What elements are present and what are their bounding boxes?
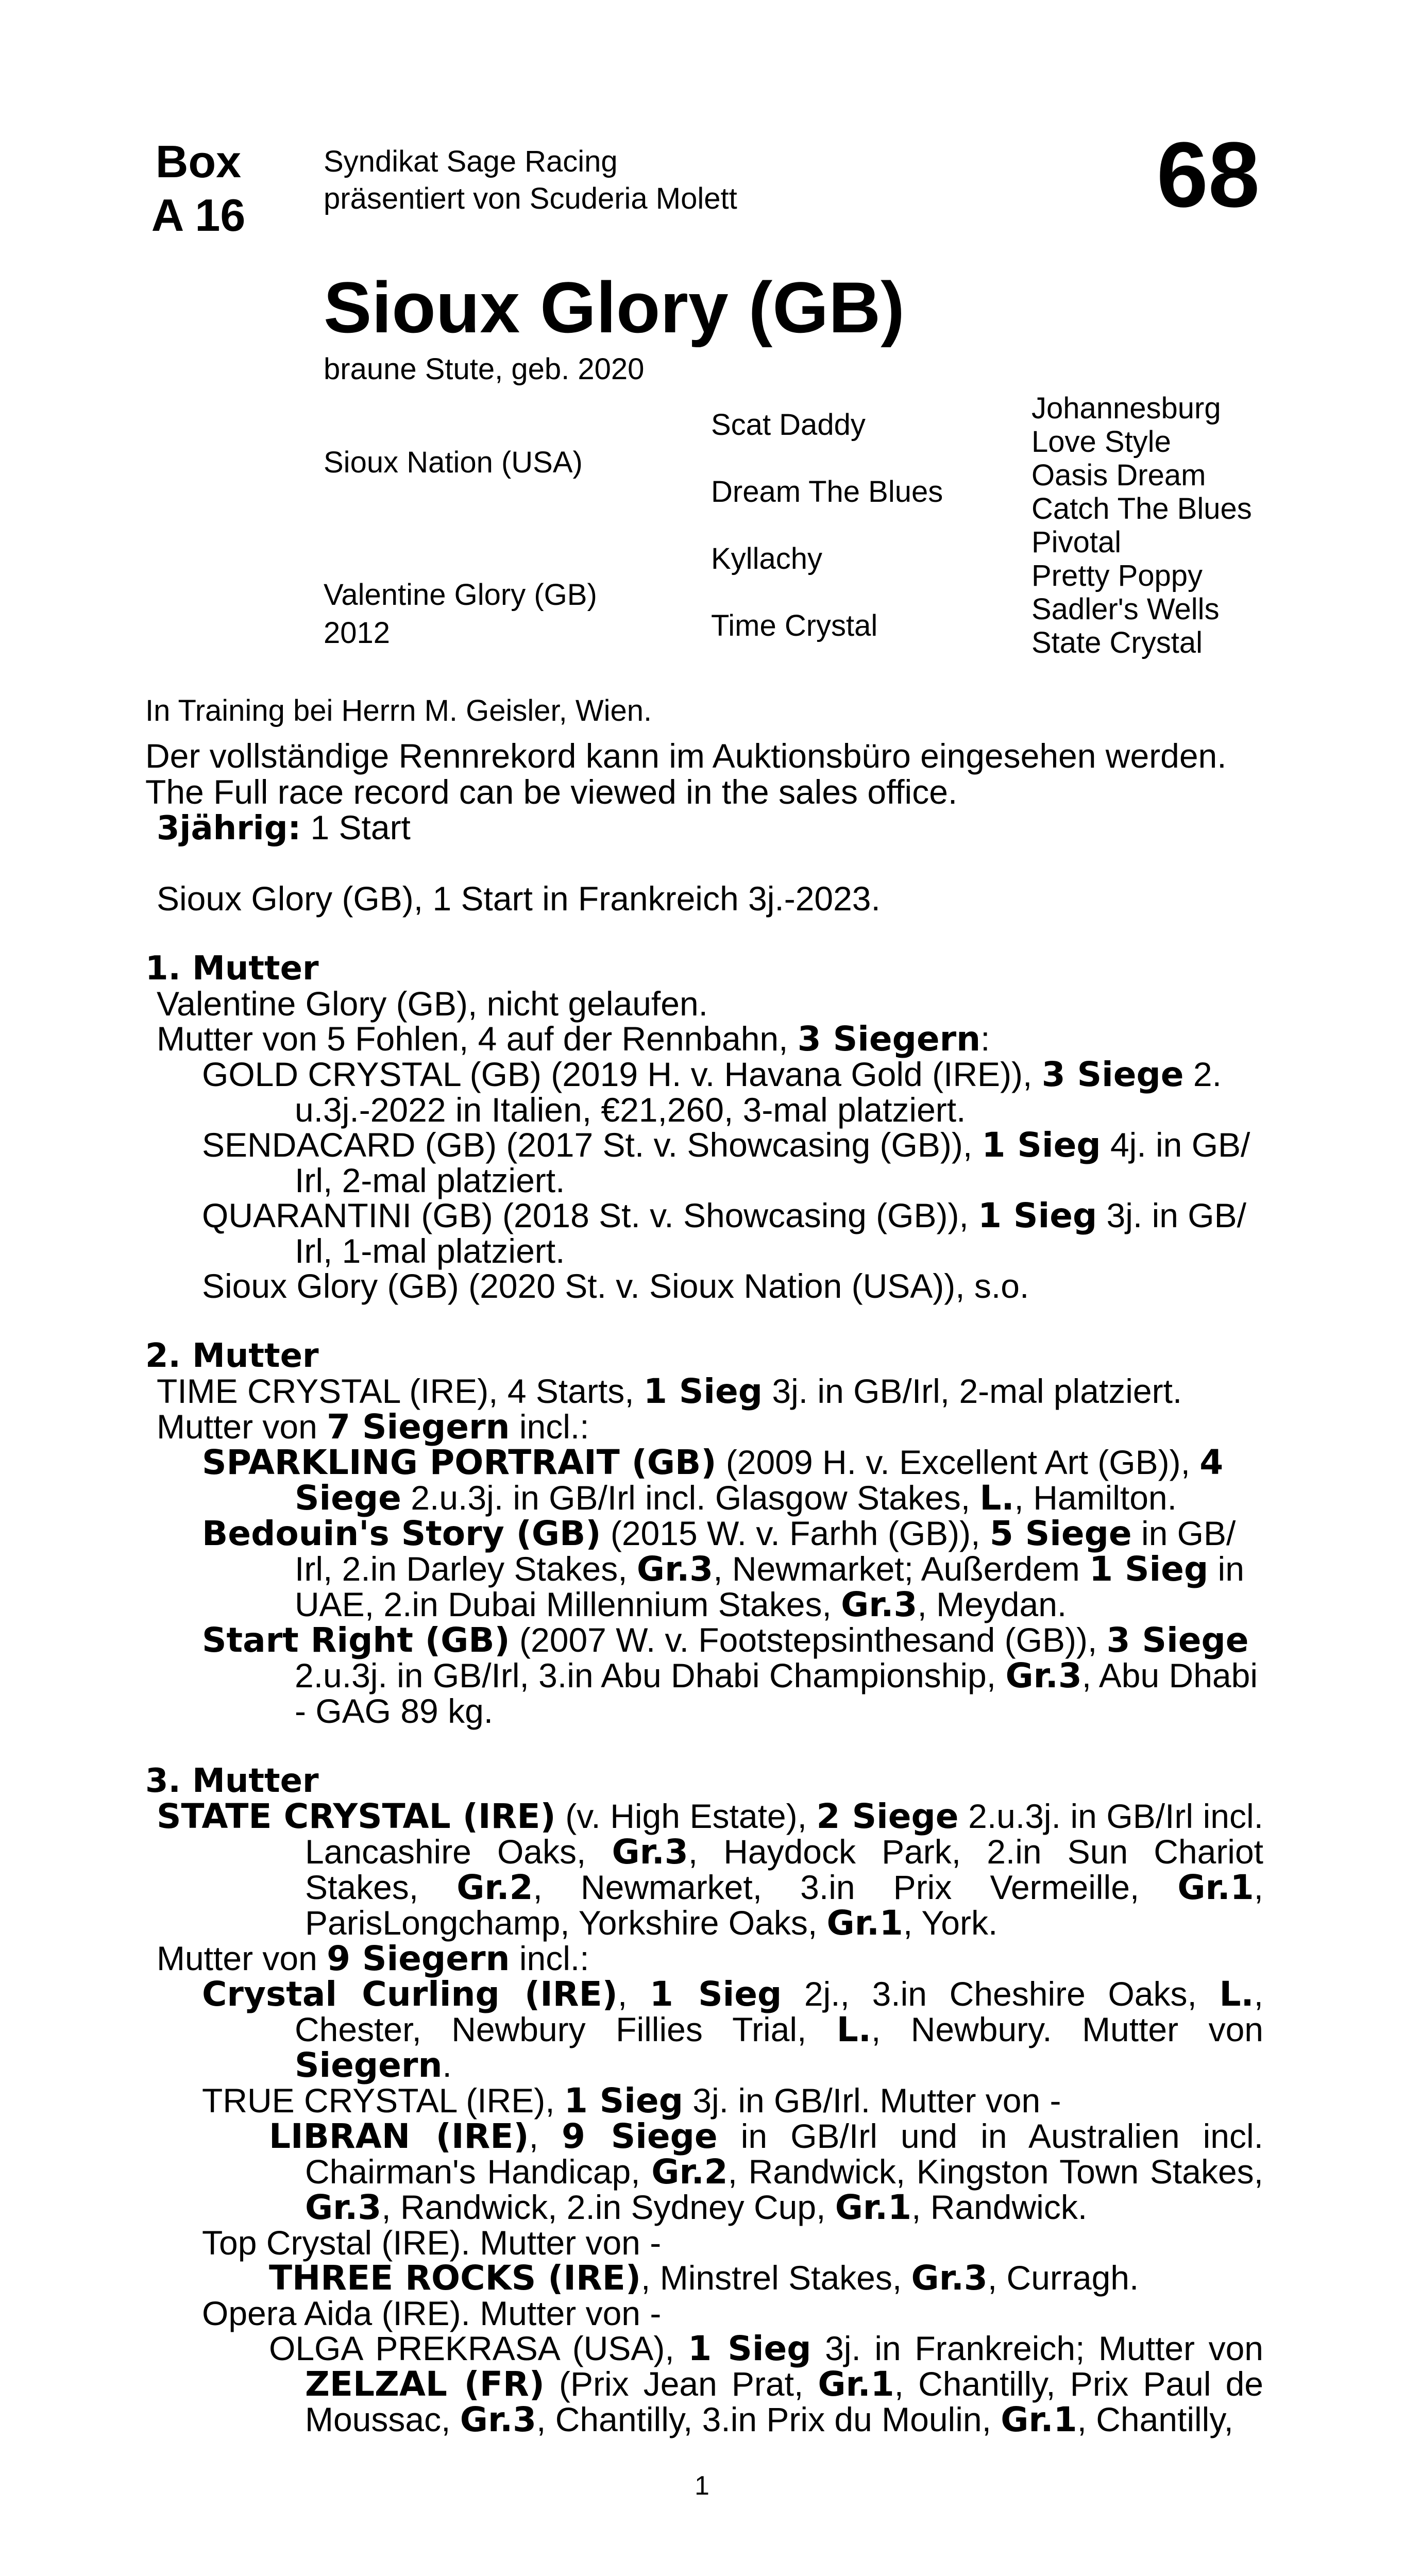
pedigree-sire-sire: Scat Daddy (711, 408, 866, 442)
horse-name: Sioux Glory (GB) (324, 267, 905, 348)
second-dam-heading: 2. Mutter (145, 1337, 319, 1375)
box-label (139, 135, 258, 242)
list-item: OLGA PREKRASA (USA), 1 Sieg 3j. in Frankreich; Mutter von ZELZAL (FR) (Prix Jean Prat, Gr.1, Chantilly, Prix Paul de Moussac, Gr.3, Chantilly, 3.in Prix du Moulin, Gr.1, Chantilly, (269, 2329, 1263, 2439)
second-dam-produce: Mutter von 7 Siegern incl.: (157, 1407, 589, 1447)
second-dam-line: TIME CRYSTAL (IRE), 4 Starts, 1 Sieg 3j. in GB/Irl, 2-mal platziert. (157, 1371, 1182, 1411)
first-dam-produce: Mutter von 5 Fohlen, 4 auf der Rennbahn, 3 Siegern: (157, 1019, 990, 1059)
horse-description: braune Stute, geb. 2020 (324, 352, 645, 386)
list-item: SPARKLING PORTRAIT (GB) (2009 H. v. Excellent Art (GB)), 4 Siege 2.u.3j. in GB/Irl incl. Glasgow Stakes, L., Hamilton. (202, 1443, 1224, 1518)
third-dam-heading: 3. Mutter (145, 1762, 319, 1800)
pedigree-gen3-1: Johannesburg (1031, 392, 1221, 425)
first-dam-heading: 1. Mutter (145, 950, 319, 988)
list-item: Bedouin's Story (GB) (2015 W. v. Farhh (GB)), 5 Siege in GB/ Irl, 2.in Darley Stakes, Gr.3, Newmarket; Außerdem 1 Sieg in UAE, 2.in Dubai Millennium Stakes, Gr.3, Meydan. (202, 1514, 1244, 1624)
syndicate-block (324, 143, 737, 217)
presented-by: präsentiert von Scuderia Molett (324, 182, 737, 215)
race-record-note (145, 738, 1227, 810)
pedigree-gen3-5: Pivotal (1031, 526, 1122, 559)
race-record-german: Der vollständige Rennrekord kann im Auktionsbüro eingesehen werden. (145, 737, 1227, 775)
third-dam-produce: Mutter von 9 Siegern incl.: (157, 1939, 589, 1978)
list-item: Opera Aida (IRE). Mutter von - (202, 2294, 662, 2332)
pedigree-gen3-2: Love Style (1031, 425, 1171, 459)
pedigree-sire-dam: Dream The Blues (711, 475, 943, 509)
training-note: In Training bei Herrn M. Geisler, Wien. (145, 694, 652, 727)
pedigree-gen3-7: Sadler's Wells (1031, 592, 1220, 626)
first-dam-line: Valentine Glory (GB), nicht gelaufen. (157, 985, 708, 1023)
pedigree-dam-year: 2012 (324, 616, 391, 650)
list-item: THREE ROCKS (IRE), Minstrel Stakes, Gr.3, Curragh. (269, 2258, 1139, 2298)
pedigree-gen3-3: Oasis Dream (1031, 459, 1206, 492)
pedigree-sire: Sioux Nation (USA) (324, 446, 583, 479)
list-item: SENDACARD (GB) (2017 St. v. Showcasing (GB)), 1 Sieg 4j. in GB/ Irl, 2-mal platziert. (202, 1125, 1250, 1199)
lot-number: 68 (1156, 123, 1260, 227)
list-item: Crystal Curling (IRE), 1 Sieg 2j., 3.in Cheshire Oaks, L., Chester, Newbury Fillies Trial, L., Newbury. Mutter von Siegern. (202, 1974, 1263, 2085)
list-item: Sioux Glory (GB) (2020 St. v. Sioux Nation (USA)), s.o. (202, 1267, 1029, 1305)
pedigree-gen3-6: Pretty Poppy (1031, 559, 1203, 592)
horse-summary: Sioux Glory (GB), 1 Start in Frankreich 3j.-2023. (157, 879, 881, 918)
pedigree-dam-dam: Time Crystal (711, 609, 878, 642)
catalogue-body (145, 810, 1263, 2437)
box-number: A 16 (151, 190, 246, 241)
list-item: Top Crystal (IRE). Mutter von - (202, 2224, 662, 2262)
pedigree-gen3-4: Catch The Blues (1031, 492, 1252, 526)
box-label-text: Box (155, 136, 242, 187)
list-item: GOLD CRYSTAL (GB) (2019 H. v. Havana Gold (IRE)), 3 Siege 2. u.3j.-2022 in Italien, €21,260, 3-mal platziert. (202, 1055, 1222, 1129)
list-item: QUARANTINI (GB) (2018 St. v. Showcasing (GB)), 1 Sieg 3j. in GB/ Irl, 1-mal platziert. (202, 1196, 1246, 1270)
syndicate-name: Syndikat Sage Racing (324, 145, 618, 178)
third-dam-line: STATE CRYSTAL (IRE) (v. High Estate), 2 Siege 2.u.3j. in GB/Irl incl. Lancashire Oaks, Gr.3, Haydock Park, 2.in Sun Chariot Stakes, Gr.2, Newmarket, 3.in Prix Vermeille, Gr.1, ParisLongchamp, Yorkshire Oaks, Gr.1, York. (157, 1797, 1264, 1943)
race-record-english: The Full race record can be viewed in the sales office. (145, 773, 958, 811)
pedigree-dam: Valentine Glory (GB) (324, 578, 597, 612)
pedigree-gen3-8: State Crystal (1031, 626, 1203, 659)
list-item: TRUE CRYSTAL (IRE), 1 Sieg 3j. in GB/Irl. Mutter von - (202, 2081, 1061, 2121)
page-number: 1 (695, 2471, 709, 2501)
list-item: Start Right (GB) (2007 W. v. Footstepsinthesand (GB)), 3 Siege 2.u.3j. in GB/Irl, 3.in Abu Dhabi Championship, Gr.3, Abu Dhabi - GAG 89 kg. (202, 1620, 1258, 1730)
pedigree-dam-sire: Kyllachy (711, 542, 822, 575)
age-summary: 3jährig: 1 Start (157, 808, 411, 848)
list-item: LIBRAN (IRE), 9 Siege in GB/Irl und in Australien incl. Chairman's Handicap, Gr.2, Randwick, Kingston Town Stakes, Gr.3, Randwick, 2.in Sydney Cup, Gr.1, Randwick. (269, 2116, 1264, 2227)
